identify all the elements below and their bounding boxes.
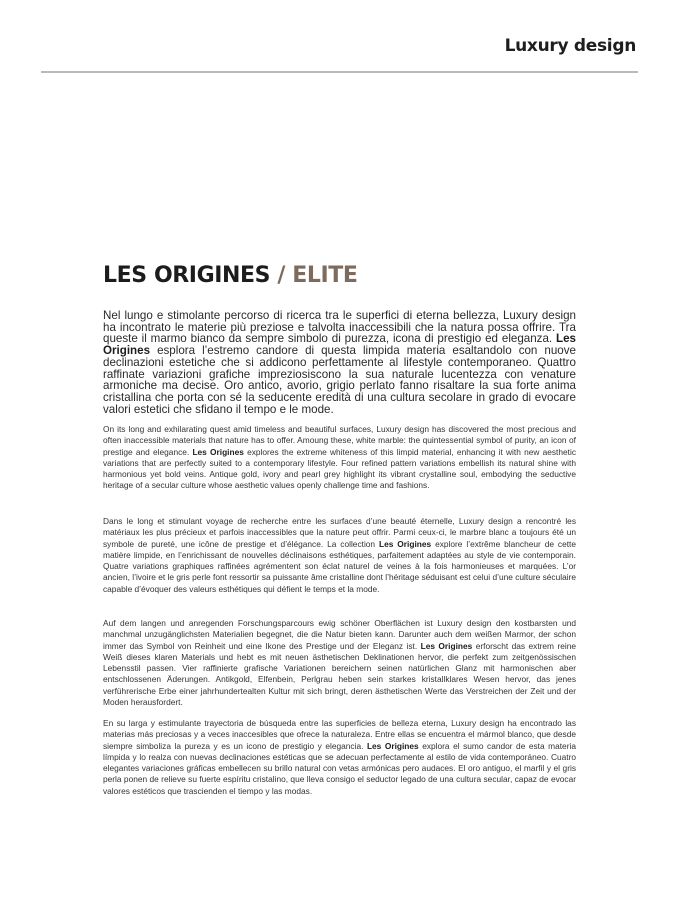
paragraph-text: On its long and exhilarating quest amid timeless and beautiful surfaces, Luxury design has discovered the most precious and often inaccessible materials that nature has to offer. Amoung these, white marble: the quintessential symbol of purity, an icon of prestige and elegance. <box>103 424 576 457</box>
collection-name: Les Origines <box>103 332 576 358</box>
header-divider <box>41 71 638 73</box>
title-separator: / <box>270 263 293 288</box>
paragraph-english <box>103 424 576 492</box>
collection-name: Les Origines <box>366 740 419 751</box>
paragraph-text: erforscht das extrem reine Weiß dieses klaren Materials und hebt es mit neuen ästhetischen Deklinationen hervor, die perfekt zum zeitgenössischen Lebensstil passen. Vier raffinierte grafische Variationen bereichern seinen natürlichen Glanz mit harmonischen aber entschlossenen Äderungen. Antikgold, Elfenbein, Perlgrau heben sein starkes kristallklares Wesen hervor, das jenes verführerische Erbe einer jahrhundertealten Kultur mit sich bringt, deren ästhetischen Werte das Verstreichen der Zeit und der Moden herausfordert. <box>103 640 576 708</box>
brand-logo-text: Luxury design <box>504 36 636 56</box>
paragraph-text: Nel lungo e stimolante percorso di ricerca tra le superfici di eterna bellezza, Luxury design ha incontrato le materie più preziose e talvolta inaccessibili che la natura possa offrire. Tra queste il marmo bianco da sempre simbolo di purezza, icona di prestigio ed eleganza. <box>103 309 576 346</box>
paragraph-french <box>103 516 576 595</box>
paragraph-text: Dans le long et stimulant voyage de recherche entre les surfaces d’une beauté éternelle, Luxury design a rencontré les matériaux les plus précieux et parfois inaccessibles que la nature peut offrir. Parmi ceux-ci, le marbre blanc a toujours été un symbole de pureté, une icône de prestige et d’élégance. La collection <box>103 516 576 549</box>
paragraph-text: Auf dem langen und anregenden Forschungsparcours ewig schöner Oberflächen ist Luxury design den kostbarsten und manchmal unzugänglichsten Materialien begegnet, die die Natur bieten kann. Darunter auch dem weißen Marmor, der schon immer das Symbol von Reinheit und eine Ikone des Prestige und der Eleganz ist. <box>103 618 576 651</box>
collection-name: Les Origines <box>420 640 473 651</box>
page-title <box>103 263 358 288</box>
paragraph-text: En su larga y estimulante trayectoria de búsqueda entre las superficies de belleza eterna, Luxury design ha encontrado las materias más preciosas y a veces inaccesibles que ofrece la naturaleza. Entre ellas se encuentra el mármol blanco, que desde siempre simboliza la pureza y es un icono de prestigio y elegancia. <box>103 718 576 751</box>
paragraph-italian <box>103 310 576 415</box>
paragraph-text: explores the extreme whiteness of this limpid material, enhancing it with new aesthetic variations that are perfectly suited to a contemporary lifestyle. Four refined pattern variations embellish its natural shine with harmonious yet bold veins. Antique gold, ivory and pearl grey highlight its vibrant crystalline soul, embodying the seductive heritage of a secular culture whose aesthetic values openly challenge time and fashions. <box>103 446 577 491</box>
paragraph-text: explora el sumo candor de esta materia límpida y lo realza con nuevas declinaciones estéticas que se adecuan perfectamente al estilo de vida contemporáneo. Cuatro elegantes variaciones gráficas embellecen su brillo natural con vetas armónicas pero audaces. El oro antiguo, el marfil y el gris perla ponen de relieve su fuerte espíritu cristalino, que lleva consigo el seductor legado de una cultura secular, capaz de evocar valores estéticos que trascienden el tiempo y las modas. <box>103 740 576 796</box>
collection-name: Les Origines <box>379 538 432 549</box>
title-main: LES ORIGINES <box>103 263 271 288</box>
collection-name: Les Origines <box>192 446 244 457</box>
paragraph-text: explore l’extrême blancheur de cette matière limpide, en l’enrichissant de nouvelles déclinaisons esthétiques, parfaitement adaptées au style de vie contemporain. Quatre variations graphiques raffinées agrémentent son éclat naturel de veines à la fois harmonieuses et marquées. L’or ancien, l’ivoire et le gris perle font ressortir sa puissante âme cristalline dont l’héritage séduisant est celui d’une culture séculaire capable d’évoquer des valeurs esthétiques qui défient le temps et la mode. <box>103 538 576 594</box>
paragraph-text: esplora l’estremo candore di questa limpida materia esaltandolo con nuove declinazioni estetiche che si addicono perfettamente al lifestyle contemporaneo. Quattro raffinate variazioni grafiche impreziosiscono la sua naturale lucentezza con venature armoniche ma decise. Oro antico, avorio, grigio perlato fanno risaltare la sua forte anima cristallina che porta con sé la seducente eredità di una cultura secolare in grado di evocare valori estetici che sfidano il tempo e le mode. <box>103 344 576 416</box>
paragraph-german <box>103 618 576 708</box>
paragraph-spanish <box>103 718 576 797</box>
title-sub: ELITE <box>292 263 358 288</box>
